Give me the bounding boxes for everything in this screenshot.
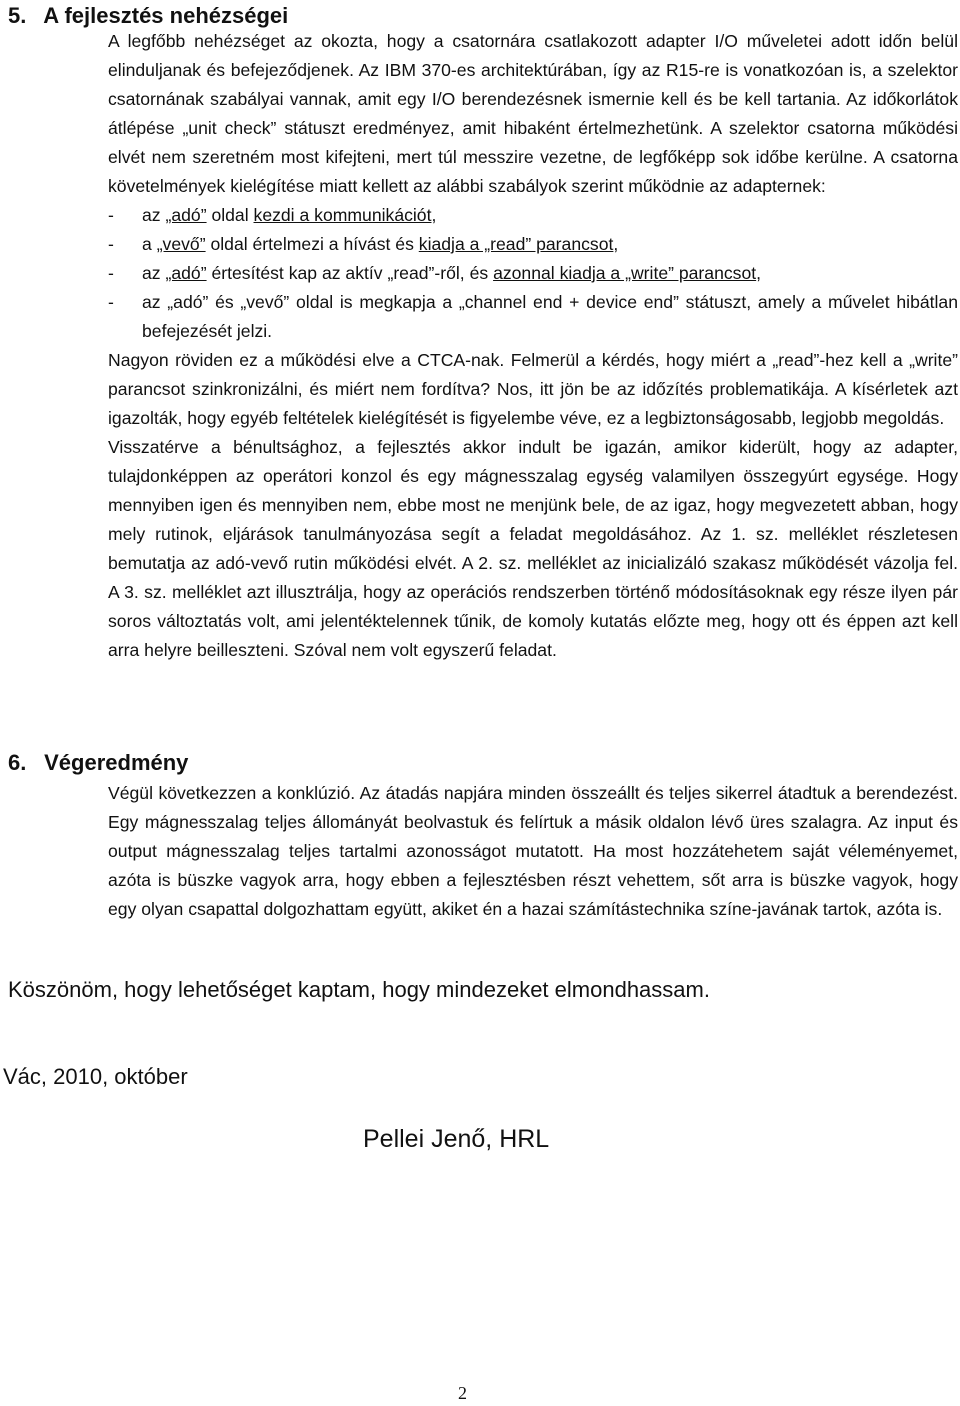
list-text: oldal értelmezi a hívást és (205, 234, 419, 254)
list-dash: - (108, 234, 114, 254)
list-item (108, 288, 958, 346)
adapter-rules-list (108, 201, 958, 346)
list-text: az (142, 263, 166, 283)
list-text: oldal (206, 205, 254, 225)
section-5-paragraph-2: Nagyon röviden ez a működési elve a CTCA-nak. Felmerül a kérdés, hogy miért a „read”-hez kell a „write” parancsot szinkronizálni, és miért nem fordítva? Nos, itt jön be az időzítés problematikája. A kísérletek azt igazolták, hogy egyéb feltételek kielégítését is figyelembe véve, ez a legbiztonságosabb, legjobb megoldás. (108, 350, 958, 428)
section-5-body (108, 27, 958, 665)
list-text: az (142, 205, 166, 225)
list-underlined-text: kiadja a „read” parancsot (418, 234, 614, 254)
list-text: a (142, 234, 157, 254)
page-number: 2 (458, 1383, 467, 1403)
list-underlined-text: kezdi a kommunikációt (253, 205, 432, 225)
section-5-paragraph-3: Visszatérve a bénultsághoz, a fejlesztés akkor indult be igazán, amikor kiderült, hogy az adapter, tulajdonképpen az operátori konzol és egy mágnesszalag egység valamilyen összegyúrt egysége. Hogy mennyiben igen és mennyiben nem, ebbe most ne menjünk bele, de az igaz, hogy megvezetett abban, hogy mely rutinok, eljárások tanulmányozása segít a feladat megoldásához. Az 1. sz. melléklet részletesen bemutatja az adó-vevő rutin működési elvét. A 2. sz. melléklet az inicializáló szakasz működését vázolja fel. A 3. sz. melléklet azt illusztrálja, hogy az operációs rendszerben történő módosításoknak egy része ilyen pár soros változtatás volt, ami jelentéktelennek tűnik, de komoly kutatás előzte meg, hogy ott és éppen azt kell arra helyre beilleszteni. Szóval nem volt egyszerű feladat. (108, 437, 958, 660)
section-5-title: A fejlesztés nehézségei (43, 3, 289, 28)
section-5-paragraph-1: A legfőbb nehézséget az okozta, hogy a csatornára csatlakozott adapter I/O műveletei adott időn belül elinduljanak és befejeződjenek. Az IBM 370-es architektúrában, így az R15-re is vonatkozóan is, a szelektor csatornának szabályai vannak, amit egy I/O berendezésnek ismernie kell és be kell tartania. Az időkorlátok átlépése „unit check” státuszt eredményez, amit hibaként értelmezhetünk. A szelektor csatorna működési elvét nem szeretném most kifejteni, mert túl messzire vezetne, de legfőképp sok időbe kerülne. A csatorna követelmények kielégítése miatt kellett az alábbi szabályok szerint működnie az adapternek: (108, 31, 958, 196)
list-dash: - (108, 205, 114, 225)
list-item (108, 201, 958, 230)
list-text: , (431, 205, 437, 225)
list-text: értesítést kap az aktív „read”-ről, és (206, 263, 494, 283)
section-5-heading (8, 3, 288, 29)
list-item (108, 259, 958, 288)
list-text: az „adó” és „vevő” oldal is megkapja a „channel end + device end” státuszt, amely a művelet hibátlan befejezését jelzi. (142, 292, 958, 341)
list-underlined-text: „adó” (165, 205, 207, 225)
thanks-line: Köszönöm, hogy lehetőséget kaptam, hogy mindezeket elmondhassam. (8, 977, 710, 1002)
place-date: Vác, 2010, október (3, 1064, 188, 1089)
signature: Pellei Jenő, HRL (363, 1125, 550, 1153)
section-6-heading (8, 750, 188, 776)
list-underlined-text: azonnal kiadja a „write” parancsot (493, 263, 757, 283)
list-text: , (613, 234, 619, 254)
section-6-number: 6. (8, 750, 27, 775)
section-6-body (108, 779, 958, 924)
list-dash: - (108, 292, 114, 312)
section-6-title: Végeredmény (44, 750, 189, 775)
section-6-paragraph-1: Végül következzen a konklúzió. Az átadás napjára minden összeállt és teljes sikerrel átadtuk a berendezést. Egy mágnesszalag teljes állományát beolvastuk és felírtuk a másik oldalon lévő üres szalagra. Az input és output mágnesszalag teljes tartalmi azonosságot mutatott. Ha most hozzátehetem saját véleményemet, azóta is büszke vagyok arra, hogy ebben a fejlesztésben részt vehettem, sőt arra is büszke vagyok, hogy egy olyan csapattal dolgozhattam együtt, akiket én a hazai számítástechnika színe-javának tartok, azóta is. (108, 783, 958, 919)
list-underlined-text: „vevő” (156, 234, 206, 254)
list-item (108, 230, 958, 259)
list-underlined-text: „adó” (165, 263, 207, 283)
list-dash: - (108, 263, 114, 283)
list-text: , (756, 263, 762, 283)
section-5-number: 5. (8, 3, 27, 28)
